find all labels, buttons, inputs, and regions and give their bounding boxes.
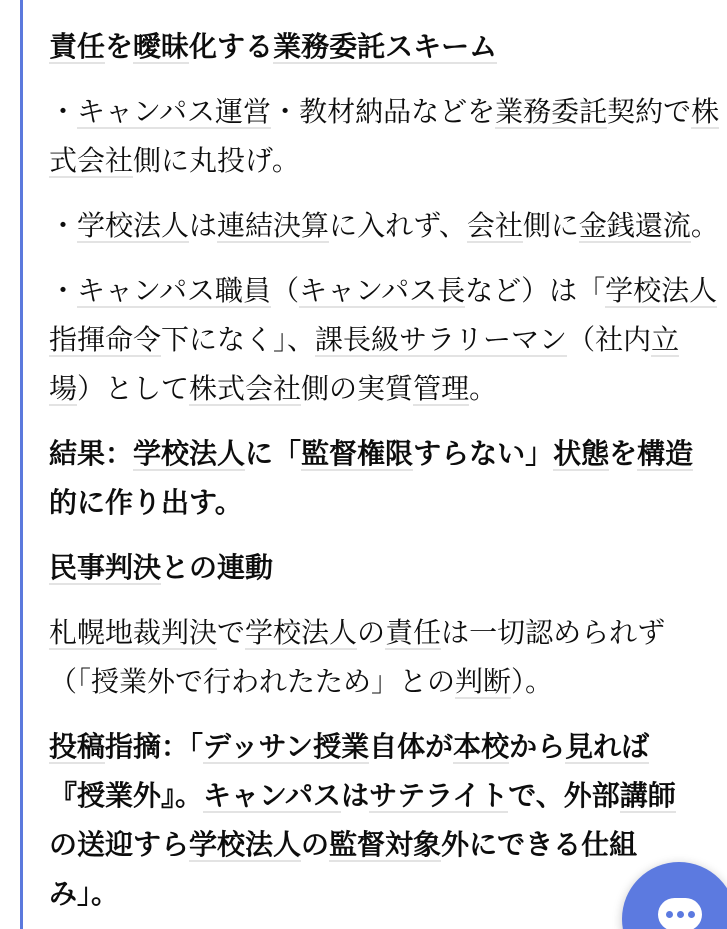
underlined-term[interactable]: 株 bbox=[691, 96, 720, 127]
underlined-term[interactable]: 連結決算 bbox=[217, 210, 330, 241]
bullet-paragraph bbox=[49, 87, 725, 185]
chat-bubble-ellipsis-icon bbox=[658, 898, 702, 929]
underlined-term[interactable]: デッサン授業 bbox=[203, 731, 370, 762]
text-run: は bbox=[189, 210, 218, 241]
text-run: で、外部 bbox=[508, 780, 620, 811]
text-run: は bbox=[341, 780, 370, 811]
text-run: 側の実質 bbox=[301, 373, 414, 404]
text-run: の bbox=[301, 829, 330, 860]
underlined-term[interactable]: 民事判決 bbox=[49, 552, 162, 583]
ellipsis-dot bbox=[677, 911, 684, 918]
text-run: の送迎すら bbox=[49, 829, 190, 860]
underlined-term[interactable]: 管理 bbox=[413, 373, 470, 404]
section-heading bbox=[49, 543, 725, 592]
text-run: など）は「 bbox=[465, 275, 606, 306]
underlined-term[interactable]: 学校法人 bbox=[605, 275, 718, 306]
text-run: ）として bbox=[77, 373, 190, 404]
underlined-term[interactable]: 学校法人 bbox=[77, 210, 190, 241]
underlined-term[interactable]: 立 bbox=[651, 324, 680, 355]
result-paragraph bbox=[49, 429, 725, 527]
text-run: ）。 bbox=[511, 666, 554, 697]
underlined-term[interactable]: 状態 bbox=[553, 438, 610, 469]
underlined-term[interactable]: 業務委託スキーム bbox=[273, 31, 498, 62]
section-heading bbox=[49, 22, 725, 71]
underlined-term[interactable]: 金銭還流 bbox=[578, 210, 691, 241]
underlined-term[interactable]: 株式会社 bbox=[189, 373, 302, 404]
text-run: を bbox=[609, 438, 638, 469]
underlined-term[interactable]: サラリーマン bbox=[399, 324, 568, 355]
underlined-term[interactable]: キャンパス bbox=[203, 780, 342, 811]
ellipsis-dot bbox=[688, 911, 695, 918]
text-run: すらない」 bbox=[413, 438, 554, 469]
text-run: ・ bbox=[49, 210, 78, 241]
text-run: 『授業外』。 bbox=[49, 780, 204, 811]
underlined-term[interactable]: 判断 bbox=[455, 666, 512, 697]
underlined-term[interactable]: 札幌地裁判決 bbox=[49, 617, 218, 648]
text-run: ・教材納品などを bbox=[271, 96, 496, 127]
underlined-term[interactable]: 式会社 bbox=[49, 145, 134, 176]
underlined-term[interactable]: 監督対象 bbox=[329, 829, 442, 860]
text-run: に「 bbox=[245, 438, 302, 469]
text-run: を bbox=[105, 31, 134, 62]
underlined-term[interactable]: 見れば bbox=[565, 731, 650, 762]
text-run: 自体が bbox=[369, 731, 454, 762]
underlined-term[interactable]: 学校法人 bbox=[189, 829, 302, 860]
bullet-paragraph bbox=[49, 266, 725, 413]
underlined-term[interactable]: 指揮命令 bbox=[49, 324, 162, 355]
underlined-term[interactable]: キャンパス職員 bbox=[77, 275, 272, 306]
underlined-term[interactable]: キャンパス運営 bbox=[77, 96, 272, 127]
underlined-term[interactable]: 責任 bbox=[49, 31, 106, 62]
text-run: は一切認められず bbox=[441, 617, 666, 648]
text-run: （社内 bbox=[567, 324, 652, 355]
text-run: ・ bbox=[49, 275, 78, 306]
text-run: み」。 bbox=[49, 878, 120, 909]
text-run: （「授業外で行われたため」との bbox=[49, 666, 456, 697]
text-run: 結果： bbox=[49, 438, 134, 469]
quote-paragraph bbox=[49, 722, 725, 918]
underlined-term[interactable]: 課長級 bbox=[315, 324, 400, 355]
underlined-term[interactable]: 監督権限 bbox=[301, 438, 414, 469]
underlined-term[interactable]: 場 bbox=[49, 373, 78, 404]
underlined-term[interactable]: 講師 bbox=[619, 780, 676, 811]
underlined-term[interactable]: サテライト bbox=[369, 780, 509, 811]
text-run: 契約で bbox=[607, 96, 692, 127]
text-run: 側に丸投げ。 bbox=[133, 145, 300, 176]
text-run: 化する bbox=[189, 31, 274, 62]
underlined-term[interactable]: 会社 bbox=[466, 210, 523, 241]
text-run: 的に作り出す。 bbox=[49, 487, 243, 518]
blockquote-border bbox=[20, 0, 23, 929]
text-run: 下になく」、 bbox=[161, 324, 316, 355]
text-run: ・ bbox=[49, 96, 78, 127]
text-run: の bbox=[357, 617, 386, 648]
body-paragraph bbox=[49, 608, 725, 706]
text-run: （ bbox=[271, 275, 300, 306]
text-run: との連動 bbox=[161, 552, 274, 583]
underlined-term[interactable]: 責任 bbox=[385, 617, 442, 648]
bullet-paragraph bbox=[49, 201, 725, 250]
text-run: 。 bbox=[690, 210, 719, 241]
ellipsis-dot bbox=[666, 911, 673, 918]
text-run: 外にできる仕組 bbox=[441, 829, 638, 860]
underlined-term[interactable]: 学校法人 bbox=[245, 617, 358, 648]
underlined-term[interactable]: 構造 bbox=[637, 438, 694, 469]
text-run: 指摘：「 bbox=[105, 731, 204, 762]
underlined-term[interactable]: 投稿 bbox=[49, 731, 106, 762]
underlined-term[interactable]: 業務委託 bbox=[495, 96, 608, 127]
text-run: で bbox=[217, 617, 246, 648]
underlined-term[interactable]: 曖昧 bbox=[133, 31, 190, 62]
message-content bbox=[49, 22, 725, 929]
text-run: 。 bbox=[469, 373, 498, 404]
underlined-term[interactable]: キャンパス長 bbox=[299, 275, 466, 306]
underlined-term[interactable]: 学校法人 bbox=[133, 438, 246, 469]
text-run: から bbox=[509, 731, 566, 762]
text-run: 側に bbox=[522, 210, 579, 241]
text-run: に入れず、 bbox=[329, 210, 467, 241]
underlined-term[interactable]: 本校 bbox=[453, 731, 510, 762]
